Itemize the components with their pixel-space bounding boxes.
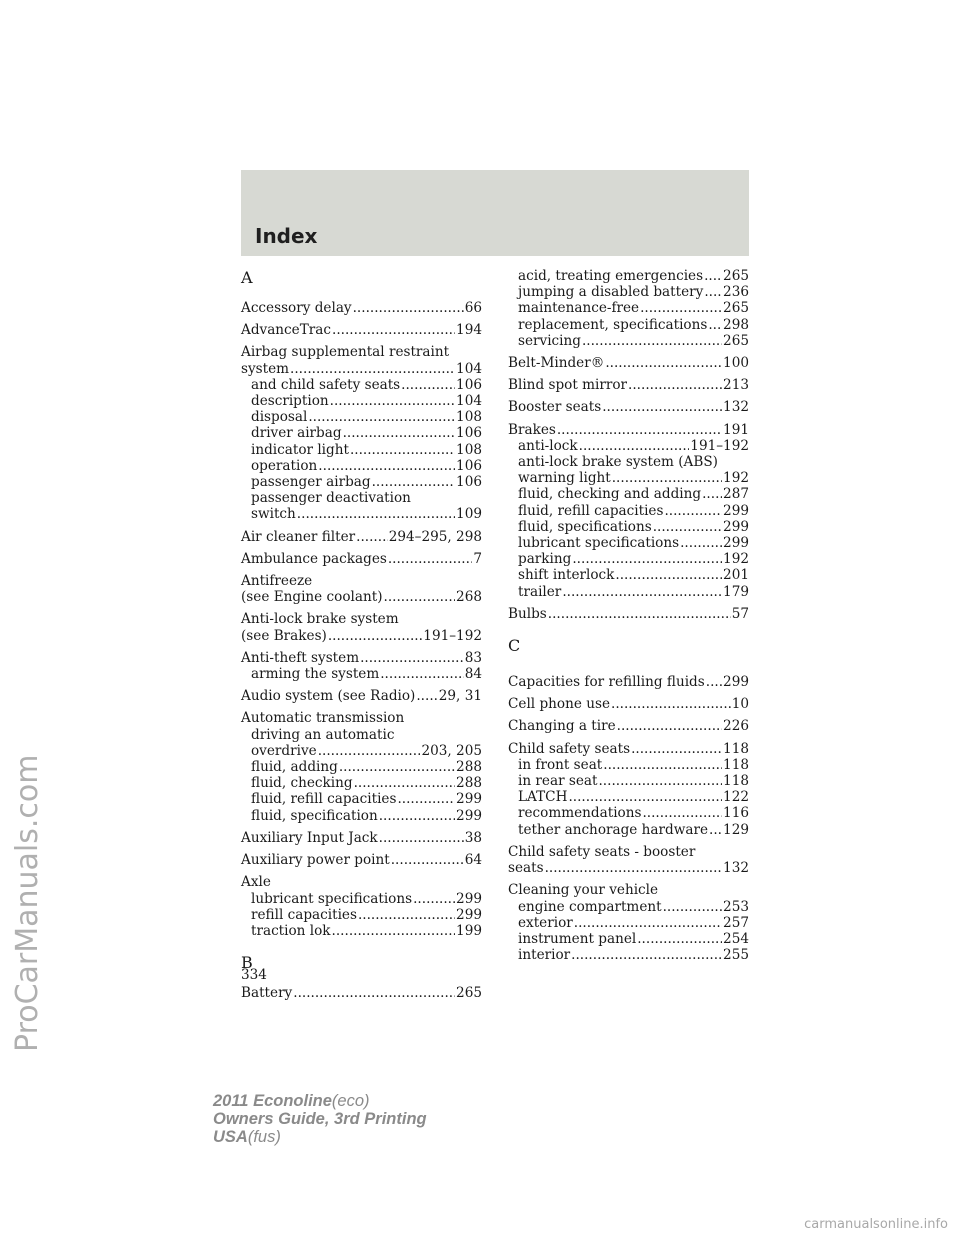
index-entry-aux-power: Auxiliary power point ..... 64 [241, 852, 482, 868]
index-column-right [508, 268, 749, 969]
index-entry-automatic-transmission: Automatic transmission driving an automatic overdrive ..... 203, 205 fluid, adding ..... 288 fluid, checking ..... 288 fluid, refill capacities ..... 299 fluid, specification ..... 299 [241, 710, 482, 823]
index-entry-battery: Battery ..... 265 [241, 985, 482, 1001]
index-entry-booster: Booster seats ..... 132 [508, 399, 749, 415]
footer-model-code: (eco) [331, 1092, 370, 1110]
index-entry-cell-phone: Cell phone use ..... 10 [508, 696, 749, 712]
index-entry-bulbs: Bulbs ..... 57 [508, 606, 749, 622]
section-letter-a: A [241, 268, 253, 287]
page-title: Index [255, 224, 318, 248]
watermark: ProCarManuals.com [10, 754, 45, 1052]
document-footer [213, 1092, 427, 1146]
index-entry-child-safety-seats: Child safety seats ..... 118 in front seat ..... 118 in rear seat ..... 118 LATCH ..... 122 recommendations ..... 116 tether anchorage hardware ..... 129 [508, 741, 749, 838]
index-entry-beltminder: Belt-Minder® ..... 100 [508, 355, 749, 371]
index-entry-airbag: Airbag supplemental restraint system ..... 104 and child safety seats ..... 106 description ..... 104 disposal ..... 108 driver airbag ..... 106 indicator light ..... 108 operation ..... 106 passenger airbag ..... 106 passenger deactivation switch ..... 109 [241, 344, 482, 522]
index-entry-audio: Audio system (see Radio) ..... 29, 31 [241, 688, 482, 704]
index-entry-antitheft: Anti-theft system ..... 83 arming the system ..... 84 [241, 650, 482, 682]
index-entry-blind-spot: Blind spot mirror ..... 213 [508, 377, 749, 393]
index-column-left [241, 268, 482, 1007]
index-entry-battery-continued: acid, treating emergencies ..... 265 jumping a disabled battery ..... 236 maintenance-free ..... 265 replacement, specifications ..... 298 servicing ..... 265 [508, 268, 749, 349]
index-entry-air-cleaner: Air cleaner filter ..... 294–295, 298 [241, 529, 482, 545]
index-entry-capacities: Capacities for refilling fluids ..... 299 [508, 674, 749, 690]
index-entry-advancetrac: AdvanceTrac ..... 194 [241, 322, 482, 338]
footer-guide: Owners Guide, 3rd Printing [213, 1110, 427, 1128]
index-entry-antilock: Anti-lock brake system (see Brakes) ..... 191–192 [241, 611, 482, 643]
index-entry-changing-tire: Changing a tire ..... 226 [508, 718, 749, 734]
index-entry-cleaning: Cleaning your vehicle engine compartment ..... 253 exterior ..... 257 instrument panel ..... 254 interior ..... 255 [508, 882, 749, 963]
index-entry-accessory-delay: Accessory delay ..... 66 [241, 300, 482, 316]
index-entry-brakes: Brakes ..... 191 anti-lock ..... 191–192 anti-lock brake system (ABS) warning light ..... 192 fluid, checking and adding ..... 287 fluid, refill capacities ..... 299 fluid, specifications ..... 299 lubricant specifications ..... 299 parking ..... 192 shift interlock ..... 201 trailer ..... 179 [508, 422, 749, 600]
page-number: 334 [241, 967, 267, 983]
footer-model: 2011 Econoline [213, 1092, 332, 1110]
footer-region-code: (fus) [247, 1128, 281, 1146]
index-entry-ambulance: Ambulance packages ..... 7 [241, 551, 482, 567]
section-letter-c: C [508, 636, 521, 656]
index-entry-aux-input: Auxiliary Input Jack ..... 38 [241, 830, 482, 846]
site-watermark: carmanualsonline.info [804, 1217, 948, 1232]
section-letter-b: B [241, 953, 253, 973]
header-band [241, 170, 749, 256]
index-entry-antifreeze: Antifreeze (see Engine coolant) ..... 268 [241, 573, 482, 605]
index-entry-child-booster: Child safety seats - booster seats ..... 132 [508, 844, 749, 876]
index-entry-axle: Axle lubricant specifications ..... 299 refill capacities ..... 299 traction lok ..... 199 [241, 874, 482, 939]
footer-region: USA [213, 1128, 248, 1146]
